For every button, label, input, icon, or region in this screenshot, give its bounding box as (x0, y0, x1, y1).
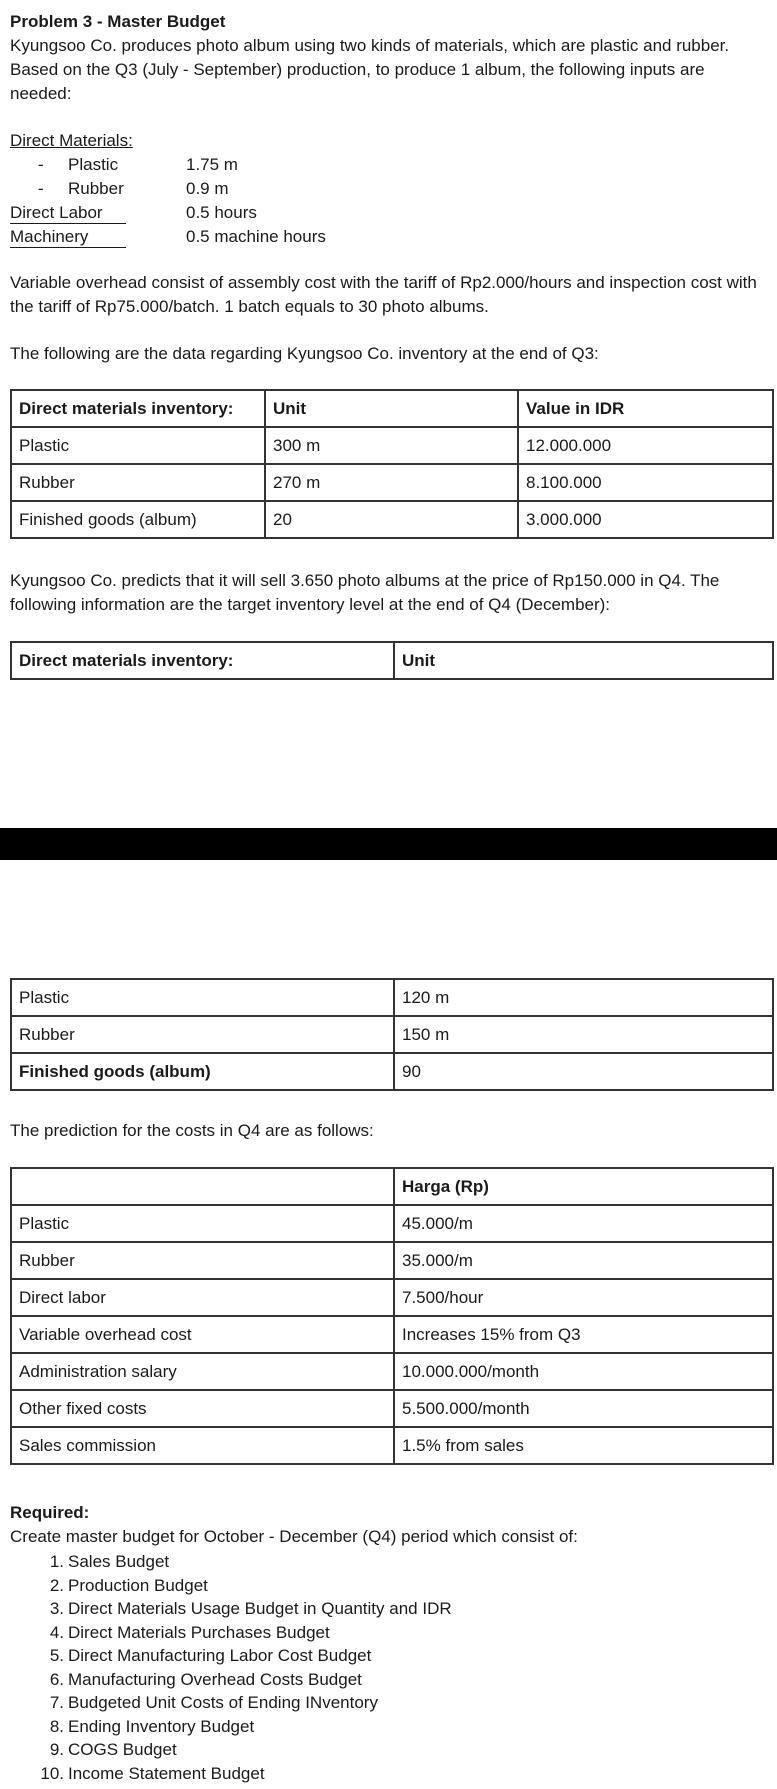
overhead-paragraph: Variable overhead consist of assembly cost with the tariff of Rp2.000/hours and inspection cost with the tariff of Rp75.000/batch. 1 batch equals to 30 photo albums. (10, 273, 757, 316)
list-number: 5. (49, 1646, 64, 1665)
table-cell: 10.000.000/month (394, 1353, 773, 1390)
plastic-input-label: Plastic (68, 155, 119, 174)
table-cell: 270 m (265, 464, 518, 501)
list-item (49, 1644, 452, 1668)
list-item (49, 1621, 452, 1645)
machinery-value: 0.5 machine hours (186, 227, 326, 246)
table-row (11, 1316, 773, 1353)
dash-bullet: - (38, 155, 44, 174)
redaction-bar (0, 828, 777, 860)
list-text: Direct Materials Usage Budget in Quantity and IDR (68, 1599, 452, 1618)
list-text: Income Statement Budget (68, 1763, 265, 1783)
table-cell: 150 m (394, 1016, 773, 1053)
list-number: 6. (49, 1669, 64, 1689)
problem-title: Problem 3 - Master Budget (10, 12, 226, 31)
required-text: Create master budget for October - December (Q4) period which consist of: (10, 1527, 578, 1546)
table-cell: 12.000.000 (518, 427, 773, 464)
table-cell: Administration salary (11, 1353, 394, 1390)
dash-bullet: - (38, 179, 44, 198)
list-text: COGS Budget (68, 1740, 177, 1759)
table-header-row (11, 642, 773, 679)
list-text: Manufacturing Overhead Costs Budget (68, 1669, 362, 1689)
table-row (11, 1053, 773, 1090)
table-cell: 300 m (265, 427, 518, 464)
q4-costs-table (10, 1167, 774, 1465)
table-cell: 20 (265, 501, 518, 538)
table-cell: 8.100.000 (518, 464, 773, 501)
list-text: Direct Manufacturing Labor Cost Budget (68, 1646, 372, 1665)
table-cell: 35.000/m (394, 1242, 773, 1279)
list-text: Sales Budget (68, 1552, 170, 1571)
table-cell: Plastic (11, 1205, 394, 1242)
table-cell: Plastic (11, 979, 394, 1016)
q3-inventory-table (10, 389, 774, 539)
list-number: 8. (49, 1716, 64, 1736)
table-cell: Finished goods (album) (11, 1053, 394, 1090)
table-cell: 5.500.000/month (394, 1390, 773, 1427)
table-row (11, 1427, 773, 1464)
table-cell: Increases 15% from Q3 (394, 1316, 773, 1353)
table-cell: 3.000.000 (518, 501, 773, 538)
list-number: 7. (49, 1693, 64, 1712)
list-number: 10. (40, 1763, 64, 1783)
header-cell: Direct materials inventory: (11, 642, 394, 679)
required-label: Required: (10, 1503, 90, 1522)
q4-target-table (10, 978, 774, 1091)
table-cell: 90 (394, 1053, 773, 1090)
table-cell: 45.000/m (394, 1205, 773, 1242)
direct-labor-value: 0.5 hours (186, 203, 257, 222)
direct-labor-label: Direct Labor (10, 203, 126, 224)
q4-paragraph: Kyungsoo Co. predicts that it will sell 3.650 photo albums at the price of Rp150.000 in Q4. The following information are the target inventory level at the end of Q4 (December): (10, 571, 720, 614)
list-item (49, 1574, 452, 1598)
header-cell: Unit (394, 642, 773, 679)
list-item (49, 1691, 452, 1715)
rubber-input-label: Rubber (68, 179, 124, 198)
q4-target-table-header (10, 641, 774, 680)
table-cell: Rubber (11, 1242, 394, 1279)
header-cell: Value in IDR (518, 390, 773, 427)
table-cell: Plastic (11, 427, 265, 464)
list-item (49, 1597, 452, 1621)
list-item (49, 1715, 452, 1739)
table-row (11, 1205, 773, 1242)
table-cell: Rubber (11, 1016, 394, 1053)
required-list (10, 1550, 452, 1785)
table-header-row (11, 1168, 773, 1205)
table-cell: Rubber (11, 464, 265, 501)
table-row (11, 1279, 773, 1316)
table-cell: Sales commission (11, 1427, 394, 1464)
table-row (11, 1242, 773, 1279)
table-row (11, 501, 773, 538)
rubber-input-value: 0.9 m (186, 179, 229, 198)
costs-intro-paragraph: The prediction for the costs in Q4 are as follows: (10, 1121, 374, 1140)
intro-paragraph: Kyungsoo Co. produces photo album using two kinds of materials, which are plastic and rubber. Based on the Q3 (July - September) production, to produce 1 album, the following inputs are needed: (10, 36, 730, 103)
list-number: 2. (49, 1575, 64, 1595)
table-cell: Other fixed costs (11, 1390, 394, 1427)
table-row (11, 1016, 773, 1053)
q3-intro-paragraph: The following are the data regarding Kyungsoo Co. inventory at the end of Q3: (10, 344, 599, 363)
table-row (11, 464, 773, 501)
list-text: Budgeted Unit Costs of Ending INventory (68, 1693, 378, 1712)
table-header-row (11, 390, 773, 427)
list-number: 1. (49, 1552, 64, 1571)
list-text: Ending Inventory Budget (68, 1716, 255, 1736)
list-item (40, 1762, 452, 1786)
header-cell: Harga (Rp) (394, 1168, 773, 1205)
header-cell: Direct materials inventory: (11, 390, 265, 427)
list-text: Direct Materials Purchases Budget (68, 1622, 330, 1642)
header-cell (11, 1168, 394, 1205)
table-row (11, 979, 773, 1016)
table-cell: Finished goods (album) (11, 501, 265, 538)
machinery-label: Machinery (10, 227, 126, 248)
header-cell: Unit (265, 390, 518, 427)
list-text: Production Budget (68, 1575, 208, 1595)
table-cell: 120 m (394, 979, 773, 1016)
table-cell: 7.500/hour (394, 1279, 773, 1316)
list-number: 9. (49, 1740, 64, 1759)
table-row (11, 427, 773, 464)
table-cell: Direct labor (11, 1279, 394, 1316)
table-row (11, 1390, 773, 1427)
list-item (49, 1738, 452, 1762)
table-cell: Variable overhead cost (11, 1316, 394, 1353)
list-item (49, 1668, 452, 1692)
table-cell: 1.5% from sales (394, 1427, 773, 1464)
table-row (11, 1353, 773, 1390)
list-number: 3. (49, 1599, 64, 1618)
list-number: 4. (49, 1622, 64, 1642)
direct-materials-label: Direct Materials: (10, 131, 133, 150)
plastic-input-value: 1.75 m (186, 155, 238, 174)
list-item (49, 1550, 452, 1574)
